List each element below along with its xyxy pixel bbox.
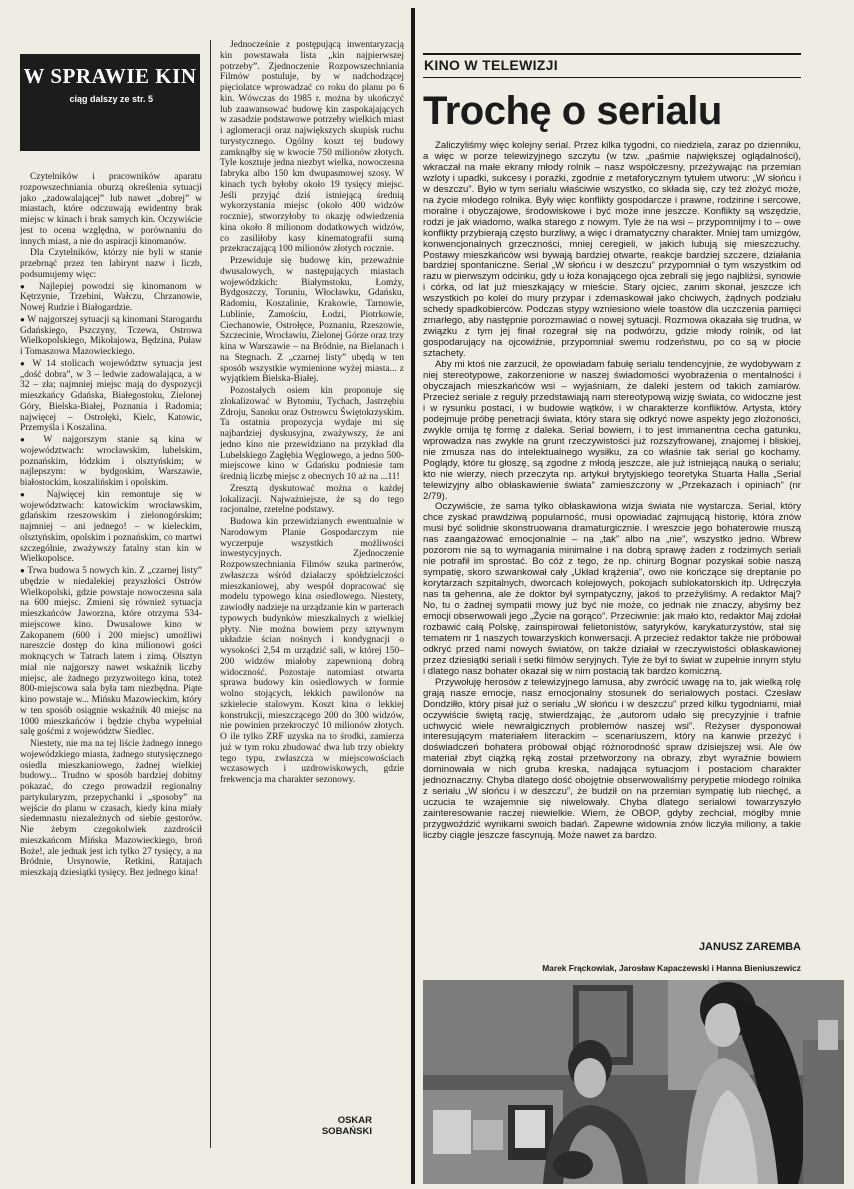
- paragraph: Budowa kin przewidzianych ewentualnie w Narodowym Planie Gospodarczym nie wyczerpuje wszystkich możliwości inwestycyjnych. Zjednoczenie Rozpowszechniania Filmów szuka partnerów, zwłaszcza wśród działaczy spółdzielczości mieszkaniowej, aby wespół dopracować się modelu typowego kina osiedlowego. Niestety, zawiodły nadzieje na urządzanie kin w parterach typowych budynków mieszkalnych z wielkiej płyty. Nie można bowiem przy sztywnym układzie ścian nośnych i kondygnacji o wysokości 2,54 m urządzić sali, w której 150–200 widzów miałoby zapewnioną dobrą widoczność. Pozostaje natomiast otwarta sprawa budowy kin osiedlowych w formie wolno stojących, lekkich pawilonów na szkielecie stalowym. Koszt kina o lekkiej konstrukcji, mieszczącego 200 do 300 widzów, nie powinien przekroczyć 10 milionów złotych. O ile tylko ZRF uzyska na to środki, zamierza już w tym roku zbudować dwa lub trzy obiekty tego typu, zwłaszcza w miejscowościach wczasowych i uzdrowiskowych, gdzie frekwencja ma charakter sezonowy.: [220, 517, 404, 785]
- paragraph: Przywołuję herosów z telewizyjnego lamusa, aby zwrócić uwagę na to, jak wielką rolę grają nasze emocje, nasz emocjonalny stosunek do serialowych postaci. Czesław Dondziłło, który pisał już o serialu „W słońcu i w deszczu” przed kilku tygodniami, miał oczywiście świętą rację, stwierdzając, że „autorom udało się precyzyjnie i trafnie uchwycić wiele newralgicznych problemów naszej wsi”. Reżyser dysponował interesującym materiałem literackim – scenariuszem, który na kanwie przeżyć i doświadczeń bohatera próbował objąć różnorodność spraw dzisiejszej wsi. Ale ów materiał zbyt ciążką ręką został przetworzony na obrazy, zbyt wyraźnie bowiem dominowała w nich gruba kreska, nadająca sytuacjom i postaciom charakter jednoznaczny. Chyba dlatego dość obojętnie obserwowaliśmy perypetie młodego rolnika z serialu „W słońcu i w deszczu”, że budził on na przemian sympatię lub niechęć, a uczucia te wzajemnie się niwelowały. Chyba dlatego serialowi towarzyszyło zainteresowanie raczej niewielkie. Wiem, że OBOP, gdyby zechciał, mógłby mnie przygwoździć wynikami swoich badań. Zapewne widownia znów liczyła miliony, a takie liczby ciągle jeszcze fascynują. Może nawet za bardzo.: [423, 676, 801, 842]
- bullet-paragraph: ● Najlepiej powodzi się kinomanom w Kętrzynie, Trzebini, Wałczu, Chrzanowie, Nowej Rudzie i Białogardzie.: [20, 282, 202, 314]
- section-header-box: [20, 54, 200, 151]
- bullet-paragraph: ● W 14 stolicach województw sytuacja jest „dość dobra”, w 3 – ledwie zadowalająca, a w 32 – zła; najmniej miejsc mają do dyspozycji mieszkańcy Gdańska, Białegostoku, Zielonej Góry, Bielska-Białej, Poznania i Radomia; najwięcej – Ostrołęki, Kielc, Katowic, Przemyśla i Koszalina.: [20, 359, 202, 434]
- paragraph: Zresztą dyskutować można o każdej lokalizacji. Najważniejsze, że są do tego racjonalne, rzetelne podstawy.: [220, 483, 404, 516]
- kicker-rule-top: [423, 53, 801, 55]
- bullet-paragraph: ● Trwa budowa 5 nowych kin. Z „czarnej listy” ubędzie w niedalekiej przyszłości Ostrów Wielkopolski, gdzie powstaje nowoczesna sala na 600 miejsc. Zmieni się również sytuacja mieszkańców Jaworzna, które otrzyma 534-miejscowe kino. Dwusalowe kino w Zakopanem (600 i 200 miejsc) umożliwi nareszcie dostęp do kina milionowi gości moknących w Tatrach latem i zimą. Olsztyn miał nie najgorszy nawet wskaźnik liczby miejsc, ale żadnego przyzwoitego kina, toteż 800-miejscowa sala była tam niezbędna. Piąte kino powstaje w... Mińsku Mazowieckim, który w ten sposób osiągnie wskaźnik 40 miejsc na 1000 mieszkańców i będzie chyba wypełniał salę gośćmi z województw Siedlec.: [20, 566, 202, 738]
- article-column-1: [20, 172, 202, 1152]
- paragraph: Pozostałych osiem kin proponuje się zlokalizować w Bytomiu, Tychach, Jastrzębiu Zdroju, Sanoku oraz Ostrowcu Świętokrzyskim. Ta ostatnia propozycja wydaje mi się najbardziej dyskusyjna, zważywszy, że ani jedno kino nie przewidziano na przykład dla Lubelskiego Zagłębia Węglowego, a jedno 500-miejscowe kino w Gdańsku podniesie tam średnią liczbę miejsc z obecnych 10 aż na ...11!: [220, 386, 404, 482]
- paragraph: Jednocześnie z postępującą inwentaryzacją kin powstawała lista „kin najpierwszej potrzeby”. Zjednoczenie Rozpowszechniania Filmów postuluje, by w nadchodzącej pięciolatce wprowadzać co roku do planu po 6 kin. Wówczas do 1985 r. można by ukończyć lub zaawansować budowę kin zaspokajających w zasadzie podstawowe potrzeby wielkich miast i aglomeracji oraz największych skupisk ruchu turystycznego. Ogólny koszt tej budowy zamknąłby się w kwocie 750 milionów złotych. Tyle kosztuje jedna niezbyt wielka, nowoczesna fabryka albo 150 km dwupasmowej szosy. W kinach tych byłoby około 19 tysięcy miejsc. Jeśli przyjąć dziś istniejącą średnią wykorzystania miejsc (około 400 widzów rocznie), stworzyłoby to okazję odwiedzenia kina około 8 milionom dodatkowych widzów, co zasiliłoby kasy kinematografii sumą przekraczającą 100 milionów złotych rocznie.: [220, 40, 404, 255]
- paragraph: Czytelników i pracowników aparatu rozpowszechniania oburzą określenia sytuacji jako „zadowalającej” lub nawet „dobrej” w miastach, które odczuwają ewidentny brak miejsc w kinach i brak samych kin. Oczywiście jest to ocena względna, w porównaniu do innych miast, a nie do aspiracji kinomanów.: [20, 172, 202, 247]
- paragraph: Dla Czytelników, którzy nie byli w stanie przebrnąć przez ten labirynt nazw i liczb, podsumujemy więc:: [20, 248, 202, 280]
- kicker-rule-bottom: [423, 77, 801, 78]
- headline: Trochę o serialu: [423, 89, 722, 133]
- bullet-paragraph: ● W najgorszym stanie są kina w województwach: wrocławskim, lubelskim, poznańskim, łódzkim i olsztyńskim; w najlepszym: w bydgoskim, Warszawie, białostockim, koszalińskim i opolskim.: [20, 435, 202, 489]
- paragraph: Niestety, nie ma na tej liście żadnego innego wojewódzkiego miasta, żadnego stutysięcznego osiedla mieszkaniowego, żadnej wielkiej budowy... Trudno w sposób bardziej dobitny pokazać, do czego prowadził regionalny partykularyzm, przepychanki i „sposoby” na wejście do planu w czasach, kiedy kina miały siedemnastu niezależnych od siebie gestorów. Nie żebym czegokolwiek zazdrościł mieszkańcom Mińska Mazowieckiego, broń Boże!, ale jednak jest ich tylko 27 tysięcy, a na Bródnie, Ursynowie, Retkini, Ratajach mieszkają dziesiątki tysięcy. Bez jednego kina!: [20, 739, 202, 878]
- paragraph: Oczywiście, że sama tylko obłaskawiona wizja świata nie wystarcza. Serial, który chce zyskać prawdziwą popularność, musi opowiadać zajmującą historię, która znów musi być solidnie skonstruowana dramaturgicznie. I wreszcie jego bohaterowie muszą nas zaangażować emocjonalnie – na „tak” albo na „nie”, wszystko jedno. Wbrew pozorom nie są to wymagania minimalne i na dobrą sprawę żaden z rodzimych seriali nie potrafił im sprostać. Bo cóż z tego, że np. chirurg Bognar pozyskał sobie naszą sympatię, skoro szwankował cały „Układ krążenia”, owo nie kończące się dreptanie po korytarzach szpitalnych, dworcach kolejowych, pokojach sublokatorskich itp. Udręczyła nas ta gehenna, ale że doktor był sympatyczny, jakoś to przeżyliśmy. A redaktor Maj? No, tu o żadnej sympatii mowy już być nie może, co jednak nie znaczy, abyśmy bez emocji obserwowali jego „Życie na gorąco”. Przeciwnie: jak mało kto, redaktor Maj zdołał rozbawić całą Polskę, zainspirował felietonistów, satyryków, karykaturzystów, stał się tematem nr 1 naszych towarzyskich konwersacji. A przecież redaktor także nie próbował odkryć przed nami nowych światów, on także działał w rzeczywistości obłaskawionej przez dziesiątki seriali i setki filmów seryjnych. Tyle że był to świat w zupełnie innym stylu i dlatego nasz bohater okazał się w nim postacią tak bardzo komiczną.: [423, 501, 801, 677]
- paragraph: Przewiduje się budowę kin, przeważnie dwusalowych, w następujących miastach wojewódzkich: Białymstoku, Łomży, Bydgoszczy, Toruniu, Włocławku, Gdańsku, Radomiu, Koszalinie, Krakowie, Tarnowie, Lublinie, Zamościu, Łodzi, Piotrkowie, Ciechanowie, Ostrołęce, Poznaniu, Rzeszowie, Szczecinie, Wrocławiu, Zielonej Górze oraz trzy kina w Warszawie – na Bródnie, na Bielanach i na Stegnach. Z „czarnej listy” ubędą w ten sposób wszystkie wymienione wyżej miasta... z wyjątkiem Bielska-Białej.: [220, 256, 404, 385]
- article-body-right: [423, 141, 801, 941]
- photo-illustration: [423, 980, 844, 1184]
- photo-credit: Marek Frąckowiak, Jarosław Kapaczewski i Hanna Bieniuszewicz: [542, 963, 801, 973]
- byline-left: OSKAR SOBAŃSKI: [321, 1115, 372, 1137]
- bullet-paragraph: ● W najgorszej sytuacji są kinomani Starogardu Gdańskiego, Pszczyny, Tczewa, Ostrowa Wielkopolskiego, Mikołajowa, Będzina, Puław i Tomaszowa Mazowieckiego.: [20, 315, 202, 358]
- section-title: W SPRAWIE KIN: [23, 64, 197, 88]
- paragraph: Zaliczyliśmy więc kolejny serial. Przez kilka tygodni, co niedziela, zaraz po dzienniku, a więc w porze telewizyjnego szczytu (w tzw. „paśmie największej oglądalności), wkraczał na małe ekrany młody rolnik – nasz współczesny, przeżywając na przemian wzloty i upadki, sukcesy i porażki, zgodnie z metaforycznym tytułem utworu: „W słońcu i w deszczu”. Było w tym serialu właściwie wszystko, co składa się, czy też złożyć może, na życie młodego rolnika. Były więc konflikty gospodarcze i prawne, rodzinne i sercowe, moralne i obyczajowe, środowiskowe i być może inne jeszcze. Konflikty są wszędzie, rodzi je jak wiadomo, walka starego z nowym. Tyle że na wsi – przypomnijmy i to – owe konflikty przybierają często burzliwy, a więc i dramatyczny charakter. Mniej tam umizgów, konwencjonalnych grzeczności, mniej ceregieli, w jakich lubują się mieszczuchy. Postawy mieszkańców wsi bywają bardziej otwarte, reakcje bardziej szczere, działania bardziej spontaniczne. Serial „W słońcu i w deszczu” przypomniał o tym wszystkim od razu w pierwszym odcinku, gdy u łoża konającego ojca zebrali się jego najbliżsi, synowie i córka, od lat już mieszkający w mieście. Stary ojciec, zanim skonał, jeszcze ich wszystkich po kolei do mury przypar i zdemaskował jako chciwych, żądnych podziału schedy spadkobierców. Podczas stypy wzniesiono wiele toastów dla uczczenia pamięci zmarłego, aby następnie porozmawiać o nowej sytuacji. Rozmowa okazała się trudna, w związku z tym jej finał rozegrał się na podwórzu, gdzie młody rolnik, od lat gospodarujący na ojcowiźnie, przypomniał swemu rodzeństwu, po co są w płocie sztachety.: [423, 141, 801, 360]
- bullet-paragraph: ● Najwięcej kin remontuje się w województwach: katowickim wrocławskim, gdańskim rzeszowskim i zielonogórskim; najmniej – ani jednego! – w kieleckim, olsztyńskim, opolskim i poznańskim, co martwi szczególnie, zważywszy fatalny stan kin w Wielkopolsce.: [20, 490, 202, 565]
- tv-still-photo: [423, 980, 844, 1184]
- page-divider: [411, 8, 415, 1184]
- article-column-2: [220, 40, 404, 1115]
- paragraph: Aby mi ktoś nie zarzucił, że opowiadam fabułę serialu tendencyjnie, że wydobywam z niej stereotypowe, zakorzenione w naszej świadomości wyobrażenia o mentalności i obyczajach mieszkańców wsi – wyjaśniam, że daleki jestem od takich zamiarów. Przecież seriale z reguły przedstawiają nam stereotypową wizję świata, co widoczne jest i w rysunku postaci, i w budowie wątków, i w charakterze konfliktów. Artysta, który podejmuje próbę penetracji świata, który stara się odkryć nowe aspekty jego złożoności, zwykle omija tę formę z daleka. Serial bowiem, i to jest immanentna cecha gatunku, wprowadza nas zwykle na grunt rzeczywistości już rozszyfrowanej, znajomej i bliskiej, nie zmusza nas do intelektualnego wysiłku, za co właśnie tak serial go kochamy. Poglądy, które tu głoszę, są zgodne z młodą jeszcze, ale już istniejącą nauką o serialu; kto nie wierzy, niech przeczyta np. artykuł brytyjskiego teoretyka Stuarta Halla „Serial telewizyjny albo obłaskawienie świata” zamieszczony w „Przekazach i opiniach” (nr 2/79).: [423, 359, 801, 502]
- continued-note: ciąg dalszy ze str. 5: [69, 94, 153, 104]
- byline-right: JANUSZ ZAREMBA: [698, 941, 801, 953]
- column-divider: [210, 40, 211, 1148]
- kicker-label: KINO W TELEWIZJI: [424, 57, 558, 73]
